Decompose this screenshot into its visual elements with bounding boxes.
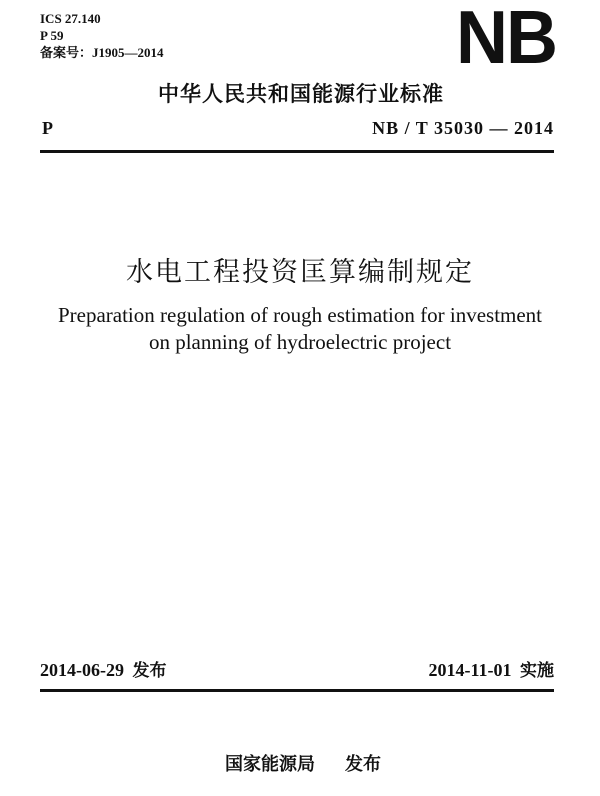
classification-code: P: [42, 118, 53, 138]
issuer-name: 国家能源局: [225, 754, 315, 775]
issue-date-block: [40, 656, 167, 681]
classification-row: [42, 118, 554, 144]
document-meta: [40, 10, 164, 61]
nb-logo: NB: [456, 0, 556, 80]
issuer: [0, 750, 600, 776]
dates-row: [40, 656, 554, 684]
bottom-divider: [40, 689, 554, 692]
effective-date: 2014-11-01: [428, 660, 512, 680]
title-english-line-2: on planning of hydroelectric project: [148, 330, 452, 354]
title-chinese: 水电工程投资匡算编制规定: [126, 257, 474, 288]
p-code: P 59: [40, 28, 64, 43]
top-divider: [40, 150, 554, 153]
industry-standard-heading: 中华人民共和国能源行业标准: [158, 82, 444, 106]
ics-code: ICS 27.140: [40, 11, 101, 26]
effective-label: 实施: [520, 661, 554, 681]
issuer-action: 发布: [345, 754, 381, 775]
issue-date: 2014-06-29: [40, 660, 124, 680]
title-english: [0, 302, 600, 356]
standard-number: NB / T 35030 — 2014: [372, 118, 554, 138]
effective-date-block: [429, 656, 555, 681]
record-number: 备案号：J1905—2014: [40, 45, 164, 60]
title-english-line-1: Preparation regulation of rough estimation for investment: [57, 303, 543, 327]
issue-label: 发布: [132, 661, 167, 681]
